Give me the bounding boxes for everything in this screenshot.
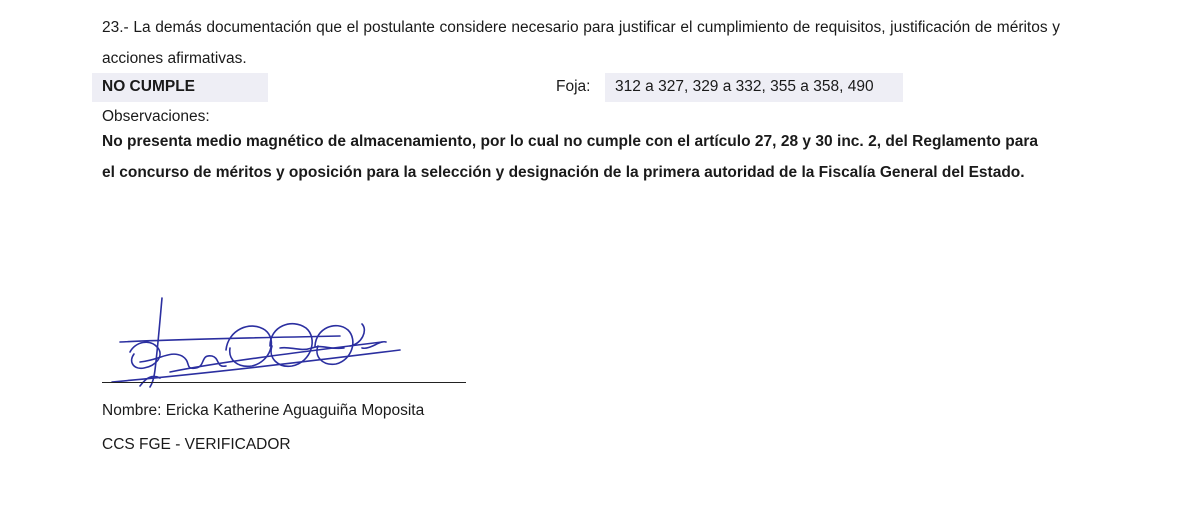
foja-label: Foja: [556, 78, 591, 95]
signer-name: Nombre: Ericka Katherine Aguaguiña Moposita [102, 402, 425, 419]
foja-field [605, 73, 903, 102]
foja-value: 312 a 327, 329 a 332, 355 a 358, 490 [615, 78, 874, 95]
item-23-text: 23.- La demás documentación que el postulante considere necesario para justificar el cumplimiento de requisitos, justificación de méritos y acciones afirmativas. [102, 19, 1060, 67]
handwritten-signature [100, 290, 480, 390]
status-row [92, 73, 902, 103]
status-value: NO CUMPLE [102, 78, 195, 95]
observations-text: No presenta medio magnético de almacenamiento, por lo cual no cumple con el artículo 27, 28 y 30 inc. 2, del Reglamento para el concurso de méritos y oposición para la selección y designación de la primera autoridad de la Fiscalía General del Estado. [102, 133, 1038, 181]
signer-role: CCS FGE - VERIFICADOR [102, 436, 291, 453]
observations-label: Observaciones: [102, 108, 210, 125]
signature-line [102, 382, 466, 383]
signature-strokes [112, 298, 400, 387]
status-field [92, 73, 268, 102]
